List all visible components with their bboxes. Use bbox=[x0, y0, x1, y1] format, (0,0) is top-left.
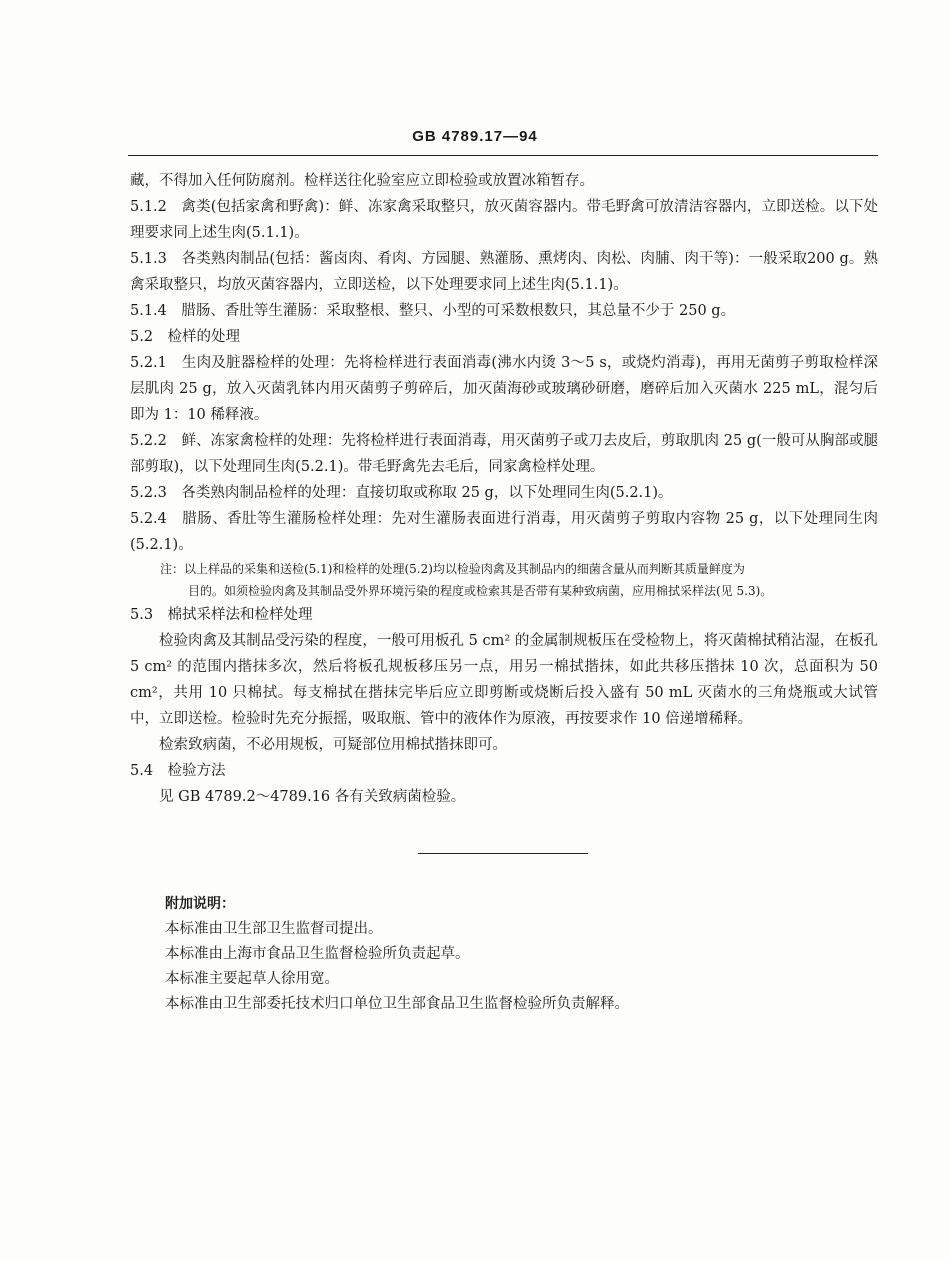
header-rule bbox=[128, 155, 878, 156]
heading-5-2: 5.2 检样的处理 bbox=[130, 329, 241, 345]
paragraph-5-2-1: 5.2.1 生肉及脏器检样的处理：先将检样进行表面消毒(沸水内烫 3～5 s，或烧灼消毒)，再用无菌剪子剪取检样深层肌肉 25 g，放入灭菌乳钵内用灭菌剪子剪碎后，加灭菌海砂或玻璃砂研磨，磨碎后加入灭菌水 225 mL，混匀后即为 1：10 稀释液。 bbox=[130, 355, 878, 423]
body-text bbox=[130, 168, 878, 810]
note-line-2: 目的。如须检验肉禽及其制品受外界环境污染的程度或检索其是否带有某种致病菌，应用棉拭采样法(见 5.3)。 bbox=[188, 584, 773, 598]
heading-5-3: 5.3 棉拭采样法和检样处理 bbox=[130, 607, 313, 623]
appendix-line: 本标准由上海市食品卫生监督检验所负责起草。 bbox=[165, 946, 470, 962]
appendix-line: 本标准主要起草人徐用宽。 bbox=[165, 971, 339, 987]
appendix-line: 本标准由卫生部卫生监督司提出。 bbox=[165, 921, 383, 937]
paragraph-5-2-2: 5.2.2 鲜、冻家禽检样的处理：先将检样进行表面消毒，用灭菌剪子或刀去皮后，剪取肌肉 25 g(一般可从胸部或腿部剪取)，以下处理同生肉(5.2.1)。带毛野禽先去毛后，同家禽检样处理。 bbox=[130, 433, 878, 475]
appendix-title: 附加说明： bbox=[165, 896, 235, 912]
paragraph-5-1-3: 5.1.3 各类熟肉制品(包括：酱卤肉、肴肉、方园腿、熟灌肠、熏烤肉、肉松、肉脯、肉干等)：一般采取200 g。熟禽采取整只，均放灭菌容器内，立即送检，以下处理要求同上述生肉(5.1.1)。 bbox=[130, 251, 878, 293]
paragraph-5-1-4: 5.1.4 腊肠、香肚等生灌肠：采取整根、整只、小型的可采数根数只，其总量不少于 250 g。 bbox=[130, 303, 736, 319]
heading-5-4: 5.4 检验方法 bbox=[130, 763, 226, 779]
paragraph-5-3-body: 检验肉禽及其制品受污染的程度，一般可用板孔 5 cm² 的金属制规板压在受检物上，将灭菌棉拭稍沾湿，在板孔 5 cm² 的范围内揩抹多次，然后将板孔规板移压另一点，用另一棉拭揩抹，如此共移压揩抹 10 次，总面积为 50 cm²，共用 10 只棉拭。每支棉拭在揩抹完毕后应立即剪断或烧断后投入盛有 50 mL 灭菌水的三角烧瓶或大试管中，立即送检。检验时先充分振摇，吸取瓶、管中的液体作为原液，再按要求作 10 倍递增稀释。 bbox=[130, 633, 878, 727]
paragraph-5-3-pathogen: 检索致病菌，不必用规板，可疑部位用棉拭揩抹即可。 bbox=[159, 737, 507, 753]
end-rule bbox=[418, 853, 588, 854]
page-header: GB 4789.17—94 bbox=[412, 128, 538, 145]
paragraph-5-1-2: 5.1.2 禽类(包括家禽和野禽)：鲜、冻家禽采取整只，放灭菌容器内。带毛野禽可放清洁容器内，立即送检。以下处理要求同上述生肉(5.1.1)。 bbox=[130, 199, 878, 241]
paragraph-5-2-3: 5.2.3 各类熟肉制品检样的处理：直接切取或称取 25 g，以下处理同生肉(5.2.1)。 bbox=[130, 485, 673, 501]
note-line-1: 注：以上样品的采集和送检(5.1)和检样的处理(5.2)均以检验肉禽及其制品内的细菌含量从而判断其质量鲜度为 bbox=[160, 562, 745, 576]
paragraph-continuation: 藏，不得加入任何防腐剂。检样送往化验室应立即检验或放置冰箱暂存。 bbox=[130, 173, 594, 189]
paragraph-5-2-4: 5.2.4 腊肠、香肚等生灌肠检样处理：先对生灌肠表面进行消毒，用灭菌剪子剪取内容物 25 g，以下处理同生肉(5.2.1)。 bbox=[130, 511, 878, 553]
appendix-line: 本标准由卫生部委托技术归口单位卫生部食品卫生监督检验所负责解释。 bbox=[165, 996, 629, 1012]
appendix bbox=[165, 892, 875, 1017]
paragraph-5-4-body: 见 GB 4789.2～4789.16 各有关致病菌检验。 bbox=[159, 789, 466, 805]
